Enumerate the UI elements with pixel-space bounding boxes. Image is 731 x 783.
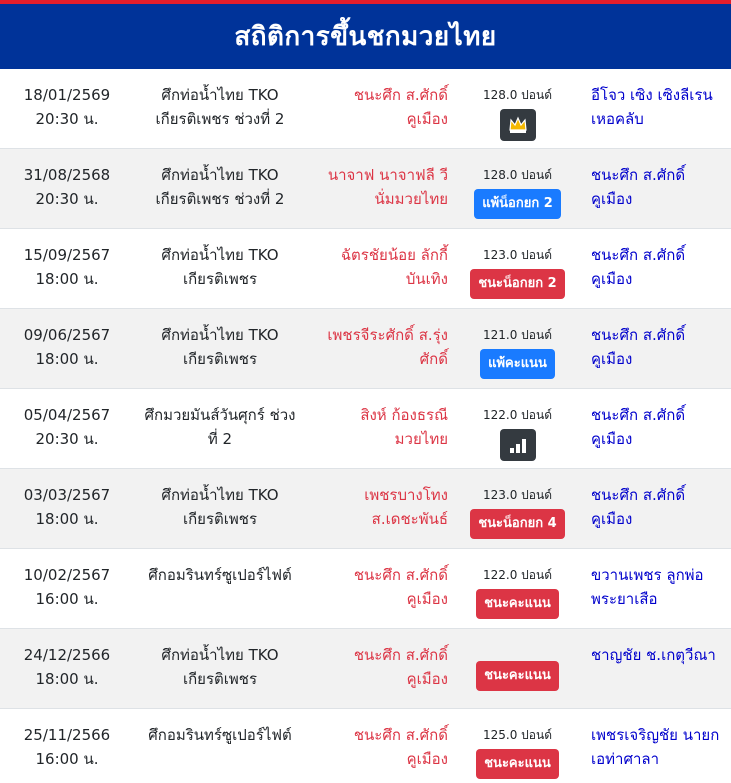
fight-weight: 128.0 ปอนด์ xyxy=(483,168,552,182)
event-name[interactable]: ศึกอมรินทร์ซูเปอร์ไฟต์ xyxy=(148,726,292,744)
fight-date: 09/06/2567 xyxy=(23,326,111,344)
red-corner-fighter[interactable]: ชนะศึก ส.ศักดิ์ คูเมือง xyxy=(353,566,448,608)
fight-info xyxy=(460,727,575,779)
red-corner-fighter[interactable]: เพชรจีระศักดิ์ ส.รุ่งศักดิ์ xyxy=(327,326,448,368)
red-corner-fighter[interactable]: ชนะศึก ส.ศักดิ์ คูเมือง xyxy=(353,646,448,688)
red-corner-fighter[interactable]: ฉัตรชัยน้อย ลักกี้ บันเทิง xyxy=(340,246,448,288)
fight-time: 18:00 น. xyxy=(35,670,99,688)
event-name[interactable]: ศึกอมรินทร์ซูเปอร์ไฟต์ xyxy=(148,566,292,584)
fight-info xyxy=(460,247,575,299)
fight-info xyxy=(460,87,575,141)
fight-time: 16:00 น. xyxy=(35,590,99,608)
fight-row xyxy=(0,629,731,709)
red-corner-fighter[interactable]: เพชรบางโทง ส.เดชะพันธ์ xyxy=(364,486,448,528)
fight-row xyxy=(0,709,731,783)
red-corner-fighter[interactable]: นาจาฟ นาจาฟลี วี นั่มมวยไทย xyxy=(327,166,448,208)
fight-time: 18:00 น. xyxy=(35,270,99,288)
red-corner-fighter[interactable]: สิงห์ ก้องธรณี มวยไทย xyxy=(360,406,448,448)
fight-info xyxy=(460,167,575,219)
blue-corner-fighter[interactable]: ชนะศึก ส.ศักดิ์ คูเมือง xyxy=(591,246,686,288)
blue-corner-fighter[interactable]: ชนะศึก ส.ศักดิ์ คูเมือง xyxy=(591,166,686,208)
blue-corner-fighter[interactable]: ชนะศึก ส.ศักดิ์ คูเมือง xyxy=(591,406,686,448)
fight-weight: 122.0 ปอนด์ xyxy=(483,568,552,582)
event-name[interactable]: ศึกท่อน้ำไทย TKO เกียรติเพชร ช่วงที่ 2 xyxy=(155,166,285,208)
result-badge: ชนะคะแนน xyxy=(476,749,559,779)
blue-corner-fighter[interactable]: ชนะศึก ส.ศักดิ์ คูเมือง xyxy=(591,326,686,368)
fight-time: 18:00 น. xyxy=(35,510,99,528)
fight-info xyxy=(460,487,575,539)
fight-time: 20:30 น. xyxy=(35,110,99,128)
fight-date-cell xyxy=(8,483,126,531)
red-corner-fighter[interactable]: ชนะศึก ส.ศักดิ์ คูเมือง xyxy=(353,86,448,128)
fight-row xyxy=(0,389,731,469)
event-name[interactable]: ศึกท่อน้ำไทย TKO เกียรติเพชร xyxy=(161,646,279,688)
result-badge: แพ้คะแนน xyxy=(480,349,555,379)
blue-corner-fighter[interactable]: ชนะศึก ส.ศักดิ์ คูเมือง xyxy=(591,486,686,528)
fight-date-cell xyxy=(8,403,126,451)
event-name[interactable]: ศึกท่อน้ำไทย TKO เกียรติเพชร xyxy=(161,246,279,288)
bar-chart-icon xyxy=(509,437,527,453)
event-name[interactable]: ศึกท่อน้ำไทย TKO เกียรติเพชร xyxy=(161,486,279,528)
result-badge: ชนะน็อกยก 2 xyxy=(470,269,564,299)
result-badge: ชนะคะแนน xyxy=(476,661,559,691)
event-name[interactable]: ศึกมวยมันส์วันศุกร์ ช่วงที่ 2 xyxy=(144,406,296,448)
blue-corner-fighter[interactable]: อีโจว เซิง เซิงลีเรน เหอคลับ xyxy=(591,86,713,128)
fight-weight: 125.0 ปอนด์ xyxy=(483,728,552,742)
event-name[interactable]: ศึกท่อน้ำไทย TKO เกียรติเพชร xyxy=(161,326,279,368)
blue-corner-fighter[interactable]: ขวานเพชร ลูกพ่อพระยาเสือ xyxy=(591,566,704,608)
fight-weight: 121.0 ปอนด์ xyxy=(483,328,552,342)
page-header xyxy=(0,4,731,69)
fight-time: 18:00 น. xyxy=(35,350,99,368)
page-title: สถิติการขึ้นชกมวยไทย xyxy=(234,22,497,52)
blue-corner-fighter[interactable]: เพชรเจริญชัย นายกเอท่าศาลา xyxy=(591,726,720,768)
result-badge: แพ้น็อกยก 2 xyxy=(474,189,561,219)
result-badge: ชนะคะแนน xyxy=(476,589,559,619)
fight-weight: 123.0 ปอนด์ xyxy=(483,488,552,502)
crown-icon xyxy=(508,116,528,134)
result-badge xyxy=(500,109,536,141)
fight-date: 18/01/2569 xyxy=(23,86,111,104)
fight-date-cell xyxy=(8,163,126,211)
fight-date-cell xyxy=(8,243,126,291)
fight-row xyxy=(0,229,731,309)
fight-weight: 122.0 ปอนด์ xyxy=(483,408,552,422)
fight-date: 31/08/2568 xyxy=(23,166,111,184)
fight-time: 16:00 น. xyxy=(35,750,99,768)
fight-date-cell xyxy=(8,723,126,771)
blue-corner-fighter[interactable]: ชาญชัย ช.เกตุวีณา xyxy=(591,646,716,664)
fight-date-cell xyxy=(8,323,126,371)
fight-row xyxy=(0,149,731,229)
fight-row xyxy=(0,309,731,389)
fight-time: 20:30 น. xyxy=(35,430,99,448)
red-corner-fighter[interactable]: ชนะศึก ส.ศักดิ์ คูเมือง xyxy=(353,726,448,768)
event-name[interactable]: ศึกท่อน้ำไทย TKO เกียรติเพชร ช่วงที่ 2 xyxy=(155,86,285,128)
fight-date-cell xyxy=(8,643,126,691)
fight-info xyxy=(460,407,575,461)
fight-date: 05/04/2567 xyxy=(23,406,111,424)
fight-date: 10/02/2567 xyxy=(23,566,111,584)
fight-date-cell xyxy=(8,563,126,611)
fight-info xyxy=(460,567,575,619)
fight-info xyxy=(460,327,575,379)
fight-date: 25/11/2566 xyxy=(23,726,111,744)
fight-weight: 123.0 ปอนด์ xyxy=(483,248,552,262)
fight-row xyxy=(0,69,731,149)
fight-date-cell xyxy=(8,83,126,131)
fight-row xyxy=(0,469,731,549)
fight-row xyxy=(0,549,731,629)
result-badge: ชนะน็อกยก 4 xyxy=(470,509,564,539)
fight-record-table xyxy=(0,69,731,783)
fight-weight: 128.0 ปอนด์ xyxy=(483,88,552,102)
fight-date: 03/03/2567 xyxy=(23,486,111,504)
fight-info xyxy=(460,647,575,691)
fight-time: 20:30 น. xyxy=(35,190,99,208)
result-badge xyxy=(500,429,536,461)
fight-date: 15/09/2567 xyxy=(23,246,111,264)
fight-date: 24/12/2566 xyxy=(23,646,111,664)
